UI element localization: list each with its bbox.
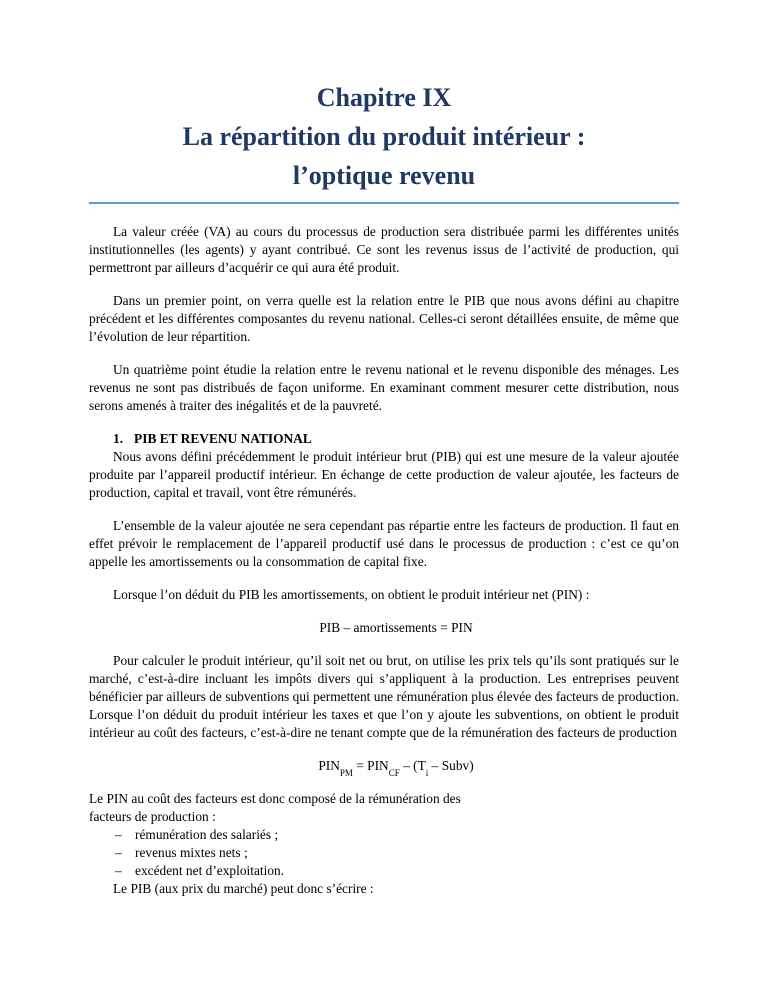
factors-list xyxy=(89,826,679,880)
formula-term: = PIN xyxy=(352,758,389,773)
formula-term: PIN xyxy=(318,758,340,773)
section-1-paragraph-4: Pour calculer le produit intérieur, qu’il soit net ou brut, on utilise les prix tels qu’ils sont pratiqués sur le marché, c’est-à-dire incluant les impôts divers qui s’appliquent à la production. Les entreprises peuvent bénéficier par ailleurs de subventions qui permettent une rémunération plus élevée des facteurs de production. Lorsque l’on déduit du produit intérieur les taxes et que l’on y ajoute les subventions, on obtient le produit intérieur au coût des facteurs, c’est-à-dire ne tenant compte que de la rémunération des facteurs de production xyxy=(89,653,679,740)
chapter-title-line-3: l’optique revenu xyxy=(292,161,476,190)
formula-subscript-i: i xyxy=(425,767,429,778)
section-1-paragraph-5 xyxy=(89,790,679,826)
section-1-paragraph-2: L’ensemble de la valeur ajoutée ne sera cependant pas répartie entre les facteurs de production. Il faut en effet prévoir le remplacement de l’appareil productif usé dans le processus de production : c’est ce qu’on appelle les amortissements ou la consommation de capital fixe. xyxy=(89,518,679,569)
chapter-title-line-2: La répartition du produit intérieur : xyxy=(182,122,586,151)
list-item xyxy=(115,862,679,880)
section-1-heading xyxy=(89,430,679,448)
intro-paragraph-2: Dans un premier point, on verra quelle est la relation entre le PIB que nous avons défini au chapitre précédent et les différentes composantes du revenu national. Celles-ci seront détaillées ensuite, de même que l’évolution de leur répartition. xyxy=(89,293,679,344)
paragraph-5-line-1: Le PIN au coût des facteurs est donc composé de la rémunération des xyxy=(89,791,461,806)
document-body xyxy=(89,223,679,898)
list-item-text: revenus mixtes nets ; xyxy=(135,845,248,860)
formula-pin-pm-cf xyxy=(89,757,679,778)
chapter-title xyxy=(89,78,679,204)
list-dash: – xyxy=(115,827,122,842)
intro-paragraph-1: La valeur créée (VA) au cours du processus de production sera distribuée parmi les différentes unités institutionnelles (les agents) y ayant contribué. Ce sont les revenus issus de l’activité de production, qui permettront par ailleurs d’acquérir ce qui aura été produit. xyxy=(89,224,679,275)
list-item-text: rémunération des salariés ; xyxy=(135,827,279,842)
list-dash: – xyxy=(115,863,122,878)
intro-paragraph-3: Un quatrième point étudie la relation entre le revenu national et le revenu disponible des ménages. Les revenus ne sont pas distribués de façon uniforme. En examinant comment mesurer cette distribution, nous serons amenés à traiter des inégalités et de la pauvreté. xyxy=(89,362,679,413)
formula-term: – Subv) xyxy=(428,758,474,773)
formula-subscript-cf: CF xyxy=(388,767,400,778)
section-1-heading-text: PIB ET REVENU NATIONAL xyxy=(134,431,312,446)
list-dash: – xyxy=(115,845,122,860)
chapter-title-line-1: Chapitre IX xyxy=(316,83,452,112)
formula-term: – (T xyxy=(399,758,426,773)
section-1-paragraph-3: Lorsque l’on déduit du PIB les amortissements, on obtient le produit intérieur net (PIN) : xyxy=(113,587,590,602)
list-item xyxy=(115,844,679,862)
formula-pib-amortissements: PIB – amortissements = PIN xyxy=(319,620,473,635)
section-1-number: 1. xyxy=(113,431,124,446)
section-1-paragraph-1: Nous avons défini précédemment le produit intérieur brut (PIB) qui est une mesure de la valeur ajoutée produite par l’appareil productif intérieur. En échange de cette production de valeur ajoutée, les facteurs de production, capital et travail, vont être rémunérés. xyxy=(89,449,679,500)
formula-subscript-pm: PM xyxy=(339,767,353,778)
list-item-text: excédent net d’exploitation. xyxy=(135,863,285,878)
list-item xyxy=(115,826,679,844)
section-1-paragraph-6: Le PIB (aux prix du marché) peut donc s’écrire : xyxy=(113,881,374,896)
paragraph-5-line-2: facteurs de production : xyxy=(89,809,216,824)
